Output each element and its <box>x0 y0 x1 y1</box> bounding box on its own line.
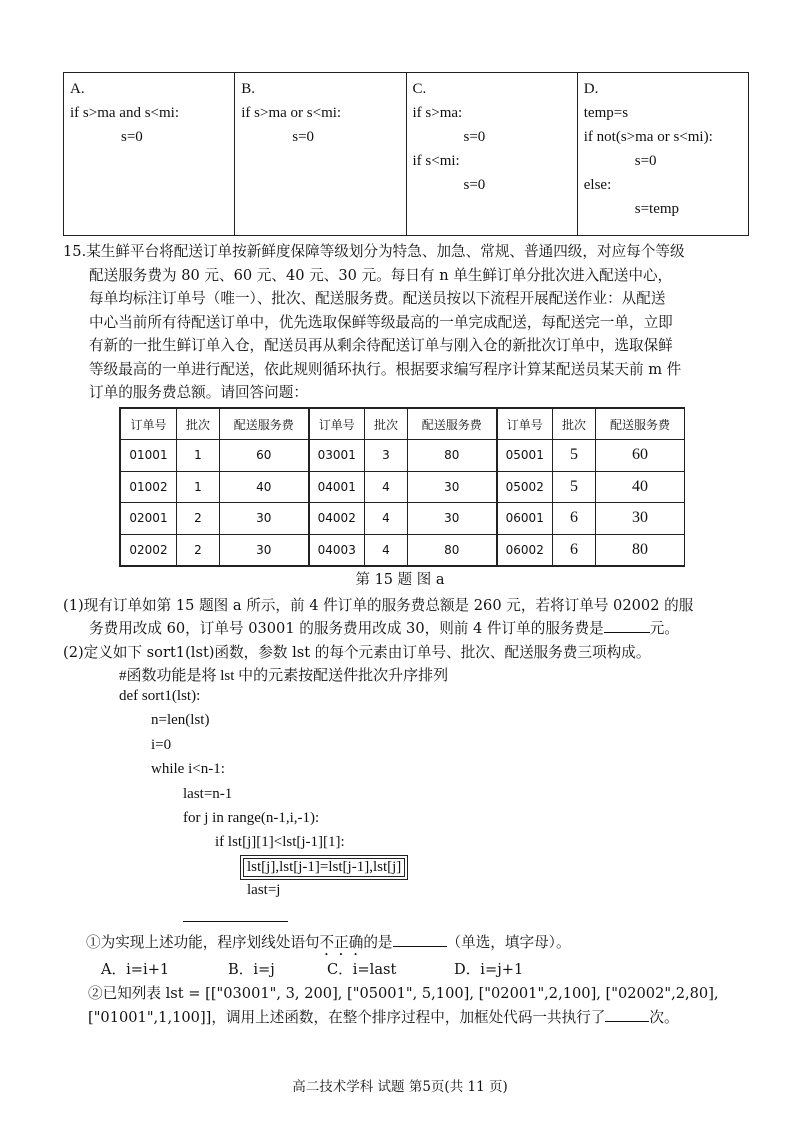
table-cell: 80 <box>596 534 685 566</box>
table-cell: 05001 <box>497 440 553 472</box>
table-cell: 4 <box>365 471 408 503</box>
part2-q1-text: ①为实现上述功能，程序划线处语句 <box>86 934 320 951</box>
option-code-line: temp=s <box>583 105 629 121</box>
code-comment: #函数功能是将 lst 中的元素按配送件批次升序排列 <box>119 668 449 684</box>
table-cell: 02001 <box>121 503 177 535</box>
boxed-code-line: lst[j],lst[j-1]=lst[j-1],lst[j] <box>243 858 405 877</box>
option-b-cell <box>235 73 406 236</box>
part2-q1-text3: （单选，填字母）。 <box>446 934 571 951</box>
option-code-line: s=0 <box>448 129 486 145</box>
table-cell: 80 <box>408 534 497 566</box>
column-header: 订单号 <box>309 409 365 440</box>
table-cell: 6 <box>553 534 596 566</box>
table-caption: 第 15 题 图 a <box>355 572 445 588</box>
question-line: 15.某生鲜平台将配送订单按新鲜度保障等级划分为特急、加急、常规、普通四级，对应每个等级 <box>63 243 685 260</box>
table-cell: 60 <box>220 440 309 472</box>
option-code-line: s=0 <box>619 153 657 169</box>
option-code-line: if not(s>ma or s<mi): <box>583 129 713 145</box>
code-line: n=len(lst) <box>151 712 210 728</box>
table-cell: 30 <box>408 471 497 503</box>
option-code-line: s=0 <box>277 129 315 145</box>
table-cell: 5 <box>553 471 596 503</box>
option-label: C. <box>412 81 427 97</box>
table-cell: 4 <box>365 503 408 535</box>
table-cell: 3 <box>365 440 408 472</box>
question-line: 每单均标注订单号（唯一）、批次、配送服务费。配送员按以下流程开展配送作业：从配送 <box>89 290 666 307</box>
option-a-cell <box>64 73 235 236</box>
question-line: 有新的一批生鲜订单入仓，配送员再从剩余待配送订单与刚入仓的新批次订单中，选取保鲜 <box>89 337 673 354</box>
choice-d: D．i=j+1 <box>454 961 524 978</box>
option-code-line: else: <box>583 177 612 193</box>
code-line: for j in range(n-1,i,-1): <box>183 810 320 826</box>
column-header: 配送服务费 <box>220 409 309 440</box>
page-footer: 高二技术学科 试题 第5页(共 11 页) <box>292 1079 508 1095</box>
option-c-cell <box>406 73 577 236</box>
order-table <box>120 408 685 566</box>
option-label: B. <box>241 81 256 97</box>
code-line: if lst[j][1]<lst[j-1][1]: <box>215 834 345 850</box>
option-code-line: if s>ma: <box>412 105 463 121</box>
code-line: last=n-1 <box>183 786 233 802</box>
options-table <box>63 72 749 236</box>
code-line: def sort1(lst): <box>119 688 201 704</box>
option-code-line: if s<mi: <box>412 153 460 169</box>
column-header: 批次 <box>365 409 408 440</box>
table-cell: 80 <box>408 440 497 472</box>
table-cell: 05002 <box>497 471 553 503</box>
table-cell: 40 <box>220 471 309 503</box>
table-cell: 1 <box>177 440 220 472</box>
table-cell: 06001 <box>497 503 553 535</box>
choice-b: B．i=j <box>228 961 275 978</box>
choice-a: A．i=i+1 <box>101 961 170 978</box>
table-cell: 30 <box>220 503 309 535</box>
table-cell: 5 <box>553 440 596 472</box>
table-cell: 03001 <box>309 440 365 472</box>
question-line: 等级最高的一单进行配送，依此规则循环执行。根据要求编写程序计算某配送员某天前 m 件 <box>89 360 682 378</box>
option-code-line: s=0 <box>448 177 486 193</box>
table-cell: 01001 <box>121 440 177 472</box>
option-code-line: if s>ma or s<mi: <box>241 105 342 121</box>
question-line: 配送服务费为 80 元、60 元、40 元、30 元。每日有 n 单生鲜订单分批次进入配送中心， <box>89 266 673 284</box>
table-cell: 4 <box>365 534 408 566</box>
column-header: 批次 <box>553 409 596 440</box>
table-cell: 04003 <box>309 534 365 566</box>
table-cell: 04002 <box>309 503 365 535</box>
table-cell: 6 <box>553 503 596 535</box>
column-header: 订单号 <box>497 409 553 440</box>
part1-line2-text: 务费用改成 60，订单号 03001 的服务费用改成 30，则前 4 件订单的服务费是 <box>89 620 604 637</box>
answer-blank[interactable] <box>605 1007 649 1022</box>
table-row <box>121 471 685 503</box>
part2-q1-text2: 的是 <box>363 934 393 951</box>
question-15-text <box>63 240 763 405</box>
column-header: 批次 <box>177 409 220 440</box>
code-line: while i<n-1: <box>151 761 225 777</box>
table-cell: 30 <box>220 534 309 566</box>
table-cell: 1 <box>177 471 220 503</box>
part1-line2 <box>89 617 679 640</box>
option-code-line: if s>ma and s<mi: <box>70 105 179 121</box>
answer-blank[interactable] <box>604 618 650 633</box>
part2-q2-line2 <box>88 1006 679 1029</box>
part2-intro: (2)定义如下 sort1(lst)函数，参数 lst 的每个元素由订单号、批次、配送服务费三项构成。 <box>63 644 651 661</box>
table-cell: 2 <box>177 503 220 535</box>
column-header: 订单号 <box>121 409 177 440</box>
table-cell: 02002 <box>121 534 177 566</box>
table-row <box>121 503 685 535</box>
code-line: i=0 <box>151 737 172 753</box>
underlined-blank-line <box>183 921 288 922</box>
table-cell: 2 <box>177 534 220 566</box>
table-row <box>121 534 685 566</box>
part2-q2-line1: ②已知列表 lst = [["03001", 3, 200], ["05001", 5,100], ["02001",2,100], ["02002",2,80], <box>88 985 719 1002</box>
column-header: 配送服务费 <box>596 409 685 440</box>
table-cell: 60 <box>596 440 685 472</box>
question-line: 中心当前所有待配送订单中，优先选取保鲜等级最高的一单完成配送，每配送完一单，立即 <box>89 313 673 331</box>
table-cell: 30 <box>596 503 685 535</box>
code-line: last=j <box>247 882 281 898</box>
part1-line1: (1)现有订单如第 15 题图 a 所示，前 4 件订单的服务费总额是 260 元，若将订单号 02002 的服 <box>63 597 694 614</box>
column-header: 配送服务费 <box>408 409 497 440</box>
part2-q1-emphasis: 不正确 <box>319 934 364 951</box>
table-cell: 40 <box>596 471 685 503</box>
option-code-line: s=temp <box>619 201 680 217</box>
part2-q1 <box>86 931 571 959</box>
option-label: A. <box>70 81 85 97</box>
table-cell: 30 <box>408 503 497 535</box>
option-code-line: s=0 <box>106 129 143 145</box>
option-d-cell <box>577 73 748 236</box>
table-row <box>121 440 685 472</box>
answer-blank[interactable] <box>393 932 447 947</box>
part2-q2-text: ["01001",1,100]]，调用上述函数，在整个排序过程中，加框处代码一共执行了 <box>88 1009 606 1026</box>
part1-line2-end: 元。 <box>649 620 679 637</box>
choice-c: C．i=last <box>327 961 397 978</box>
option-label: D. <box>583 81 599 97</box>
table-header-row <box>121 409 685 440</box>
table-cell: 04001 <box>309 471 365 503</box>
part2-q2-end: 次。 <box>649 1009 679 1026</box>
question-line: 订单的服务费总额。请回答问题： <box>89 384 308 401</box>
table-cell: 06002 <box>497 534 553 566</box>
table-cell: 01002 <box>121 471 177 503</box>
order-table-frame <box>119 407 685 567</box>
